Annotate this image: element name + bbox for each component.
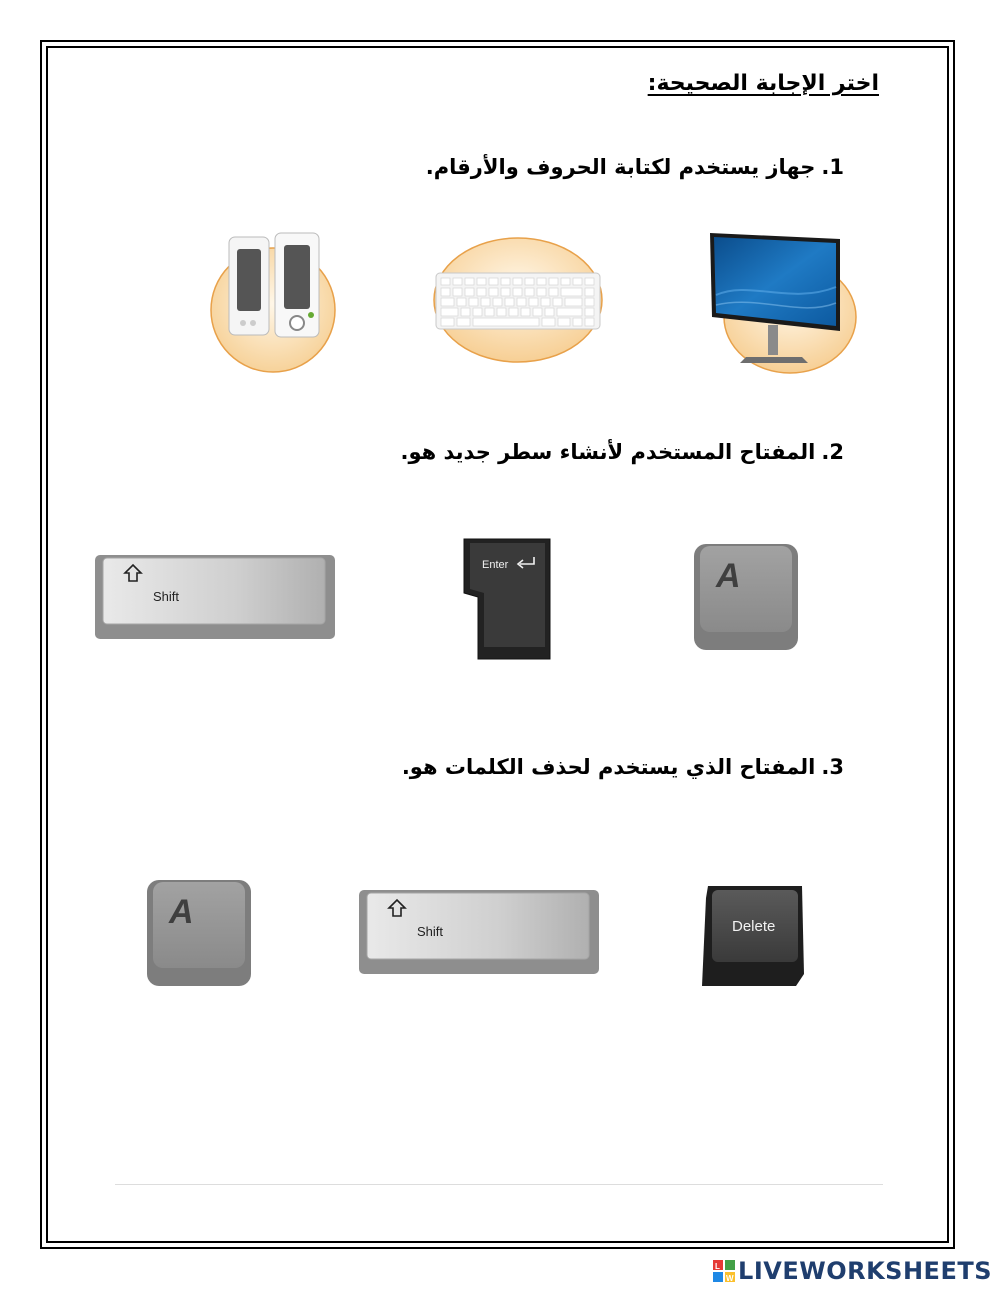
worksheet-title: اختر الإجابة الصحيحة: [647, 71, 879, 96]
brand-name: LIVEWORKSHEETS [738, 1257, 992, 1285]
shift-key-label-q3: Shift [417, 924, 444, 939]
brand-logo-icon [713, 1260, 735, 1282]
question-3-number: 3. [821, 755, 844, 779]
a-key-label-q3: A [169, 893, 194, 931]
question-2-number: 2. [821, 440, 844, 464]
question-1-number: 1. [821, 155, 844, 179]
question-3-text: المفتاح الذي يستخدم لحذف الكلمات هو. [401, 755, 816, 779]
option-delete-key[interactable] [698, 882, 808, 990]
a-key-label: A [716, 557, 741, 595]
brand-logo-letter-l: L [715, 1262, 720, 1271]
delete-key-label: Delete [732, 918, 776, 935]
question-3 [402, 755, 844, 779]
option-enter-key[interactable] [460, 535, 555, 663]
option-monitor-image[interactable] [700, 225, 875, 375]
brand-footer[interactable] [713, 1256, 992, 1286]
question-1 [426, 155, 844, 179]
question-2-text: المفتاح المستخدم لأنشاء سطر جديد هو. [400, 440, 816, 464]
question-2 [401, 440, 844, 464]
footer-divider [115, 1184, 883, 1185]
option-speakers-image[interactable] [205, 215, 340, 375]
enter-key-label: Enter [482, 559, 509, 571]
brand-logo-letter-w: W [726, 1274, 734, 1282]
option-shift-key[interactable] [93, 553, 338, 643]
option-a-key[interactable] [692, 542, 800, 652]
option-shift-key-q3[interactable] [357, 888, 602, 978]
option-a-key-q3[interactable] [145, 878, 253, 988]
option-keyboard-image[interactable] [430, 235, 605, 365]
question-1-text: جهاز يستخدم لكتابة الحروف والأرقام. [425, 155, 816, 179]
shift-key-label: Shift [153, 589, 180, 604]
